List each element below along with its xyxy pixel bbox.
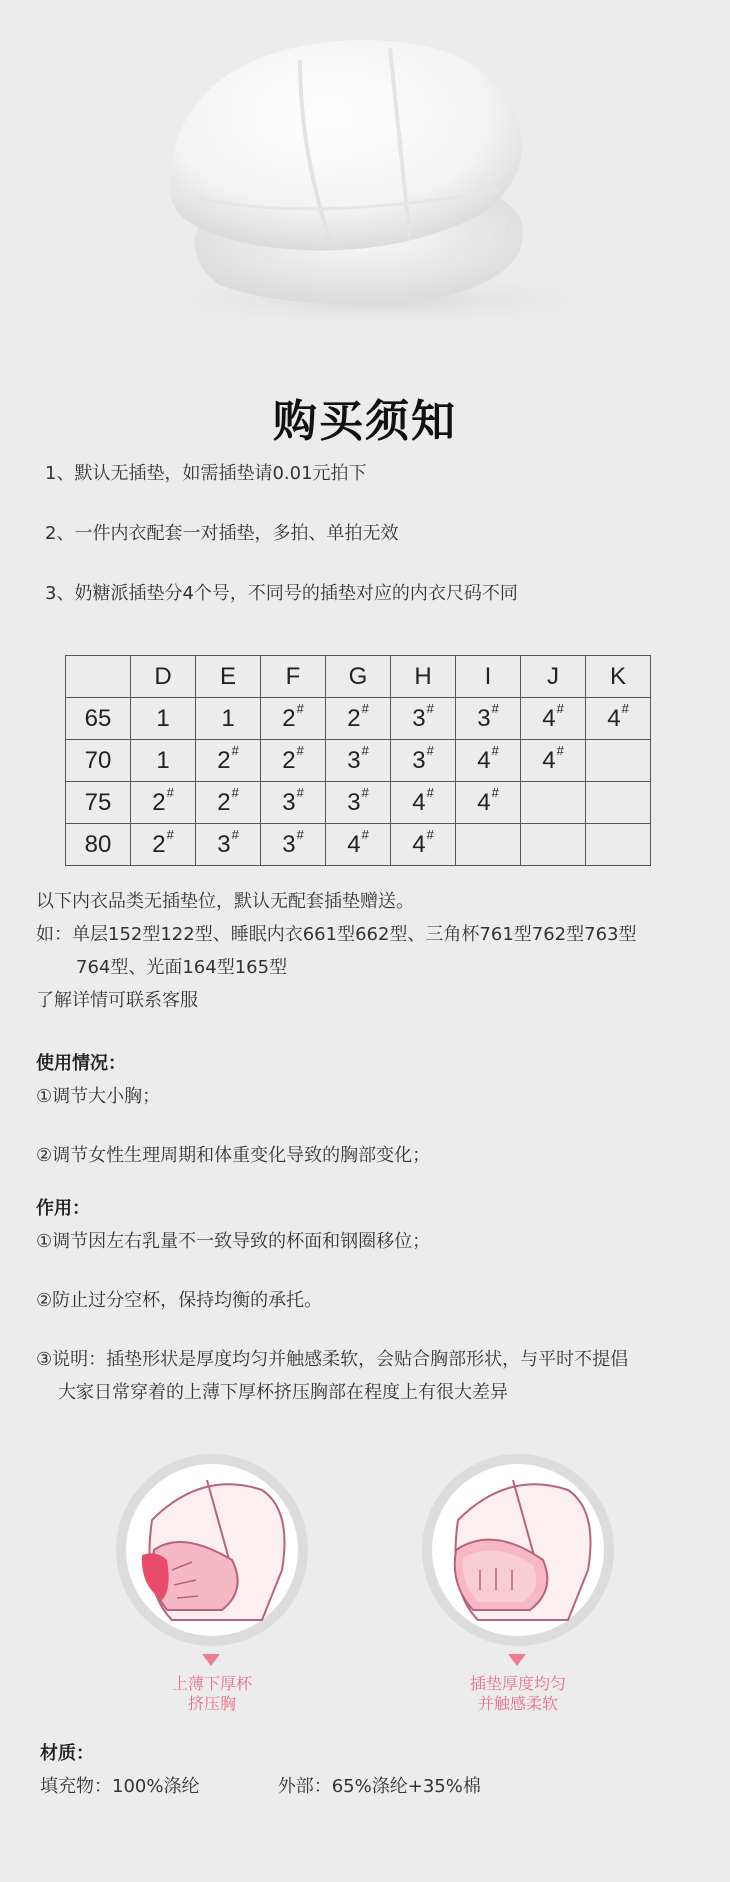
table-cell: 3# (196, 824, 261, 866)
exclusion-line: 以下内衣品类无插垫位，默认无配套插垫赠送。 (36, 891, 414, 912)
note-item: 1、默认无插垫，如需插垫请0.01元拍下 (45, 463, 367, 484)
table-cell: 3# (391, 740, 456, 782)
outer-material: 外部：65%涤纶+35%棉 (277, 1776, 481, 1797)
exclusion-line: 如：单层152型122型、睡眠内衣661型662型、三角杯761型762型763型 (36, 924, 637, 945)
table-cell: 3# (456, 698, 521, 740)
purchase-notes (45, 462, 518, 642)
table-cell (521, 824, 586, 866)
thick-cup-caption (112, 1674, 312, 1714)
exclusion-line: 了解详情可联系客服 (36, 990, 198, 1011)
column-header: E (196, 656, 261, 698)
table-cell (456, 824, 521, 866)
usage-item: ①调节大小胸； (36, 1086, 161, 1107)
caption-line: 并触感柔软 (477, 1694, 558, 1713)
table-cell: 3# (261, 782, 326, 824)
row-header: 80 (66, 824, 131, 866)
table-row (66, 824, 651, 866)
table-cell: 4# (586, 698, 651, 740)
pad-hero-image (0, 0, 730, 330)
table-cell: 4# (326, 824, 391, 866)
pad-size-table (65, 655, 651, 866)
table-cell: 2# (196, 782, 261, 824)
material-section (40, 1742, 481, 1799)
table-row (66, 698, 651, 740)
arrow-down-icon (202, 1654, 220, 1666)
effect-item: 大家日常穿着的上薄下厚杯挤压胸部在程度上有很大差异 (58, 1382, 508, 1403)
page-title: 购买须知 (273, 396, 457, 447)
table-cell: 4# (521, 740, 586, 782)
table-row (66, 782, 651, 824)
effect-item: ②防止过分空杯，保持均衡的承托。 (36, 1290, 323, 1311)
table-cell: 3# (391, 698, 456, 740)
exclusion-line: 764型、光面164型165型 (76, 957, 288, 978)
table-cell: 3# (326, 782, 391, 824)
material-row (40, 1775, 481, 1799)
table-row (66, 740, 651, 782)
table-header-row (66, 656, 651, 698)
row-header: 65 (66, 698, 131, 740)
column-header: G (326, 656, 391, 698)
exclusion-notice (36, 890, 637, 1022)
table-cell: 4# (391, 782, 456, 824)
column-header: K (586, 656, 651, 698)
row-header: 70 (66, 740, 131, 782)
column-header: I (456, 656, 521, 698)
table-cell: 4# (456, 782, 521, 824)
row-header: 75 (66, 782, 131, 824)
note-item: 2、一件内衣配套一对插垫，多拍、单拍无效 (45, 523, 399, 544)
usage-section (36, 1052, 430, 1177)
effect-item: ③说明：插垫形状是厚度均匀并触感柔软，会贴合胸部形状，与平时不提倡 (36, 1349, 629, 1370)
material-title: 材质： (40, 1743, 94, 1764)
table-cell: 1 (196, 698, 261, 740)
table-cell: 1 (131, 698, 196, 740)
even-pad-illustration (418, 1450, 618, 1650)
table-cell: 2# (261, 698, 326, 740)
even-pad-caption (418, 1674, 618, 1714)
usage-item: ②调节女性生理周期和体重变化导致的胸部变化； (36, 1145, 431, 1166)
table-cell (586, 740, 651, 782)
caption-line: 插垫厚度均匀 (469, 1674, 566, 1693)
caption-line: 上薄下厚杯 (171, 1674, 252, 1693)
table-cell (586, 824, 651, 866)
table-cell: 2# (261, 740, 326, 782)
filling-material: 填充物：100%涤纶 (40, 1776, 200, 1797)
table-cell: 2# (326, 698, 391, 740)
caption-line: 挤压胸 (187, 1694, 236, 1713)
table-cell: 4# (456, 740, 521, 782)
table-cell: 4# (391, 824, 456, 866)
effect-item: ①调节因左右乳量不一致导致的杯面和钢圈移位； (36, 1231, 431, 1252)
column-header: D (131, 656, 196, 698)
table-cell (521, 782, 586, 824)
column-header: F (261, 656, 326, 698)
table-cell: 2# (196, 740, 261, 782)
table-cell: 3# (326, 740, 391, 782)
table-corner-cell (66, 656, 131, 698)
arrow-down-icon (508, 1654, 526, 1666)
table-cell: 4# (521, 698, 586, 740)
note-item: 3、奶糖派插垫分4个号，不同号的插垫对应的内衣尺码不同 (45, 583, 518, 604)
effect-title: 作用： (36, 1198, 90, 1219)
table-cell: 3# (261, 824, 326, 866)
table-cell (586, 782, 651, 824)
effect-section (36, 1197, 628, 1414)
table-cell: 2# (131, 824, 196, 866)
thick-cup-illustration (112, 1450, 312, 1650)
table-cell: 1 (131, 740, 196, 782)
table-cell: 2# (131, 782, 196, 824)
column-header: J (521, 656, 586, 698)
usage-title: 使用情况： (36, 1053, 126, 1074)
column-header: H (391, 656, 456, 698)
